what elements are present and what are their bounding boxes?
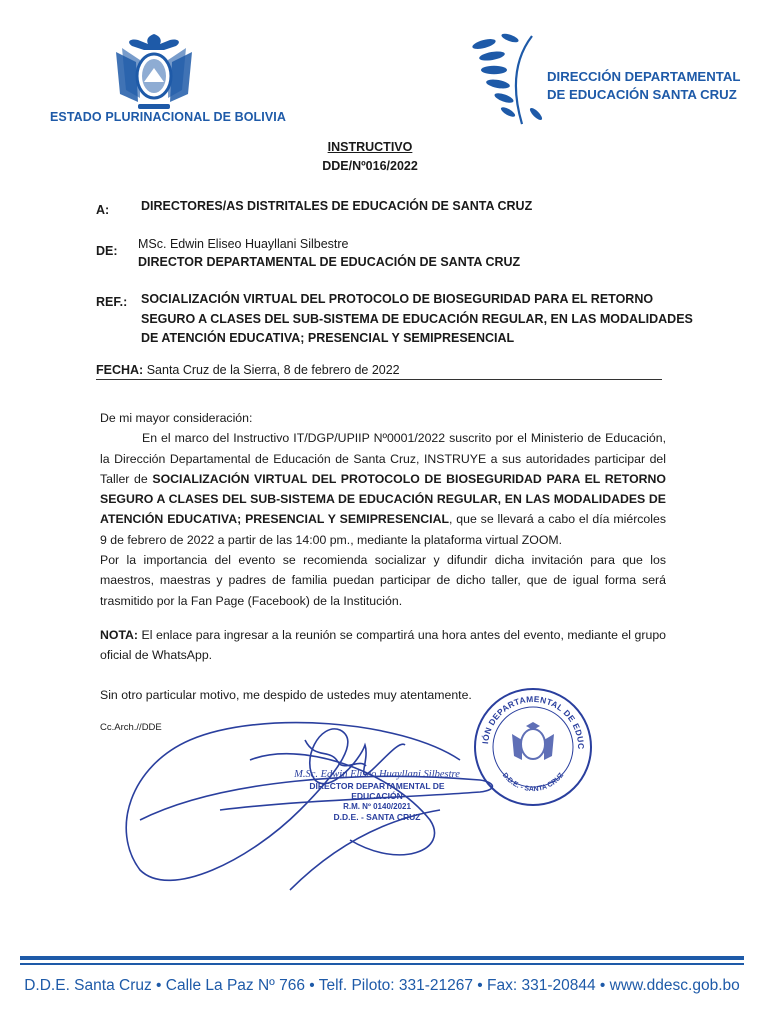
signature-stamp bbox=[292, 770, 462, 823]
ref-line3: DE ATENCIÓN EDUCATIVA; PRESENCIAL Y SEMIPRESENCIAL bbox=[141, 331, 515, 345]
from-name: MSc. Edwin Eliseo Huayllani Silbestre bbox=[138, 237, 349, 251]
footer-divider-thin bbox=[20, 963, 744, 965]
closing: Sin otro particular motivo, me despido de ustedes muy atentamente. bbox=[100, 687, 472, 702]
ref-text bbox=[141, 290, 693, 349]
to-label: A: bbox=[96, 203, 110, 217]
paragraph-1 bbox=[100, 428, 666, 550]
ref-line1: SOCIALIZACIÓN VIRTUAL DEL PROTOCOLO DE BIOSEGURIDAD PARA EL RETORNO bbox=[141, 292, 654, 306]
stamp-position: DIRECTOR DEPARTAMENTAL DE EDUCACIÓN bbox=[309, 780, 445, 801]
from-position: DIRECTOR DEPARTAMENTAL DE EDUCACIÓN DE SANTA CRUZ bbox=[138, 255, 521, 269]
stamp-name: M.Sc. Edwin Eliseo Huayllani Silbestre bbox=[294, 769, 460, 780]
footer-divider-thick bbox=[20, 956, 744, 960]
document-type: INSTRUCTIVO bbox=[327, 140, 413, 154]
leaf-branch-logo-icon bbox=[462, 30, 552, 126]
date-label: FECHA: bbox=[96, 363, 144, 377]
seal-top-text: IÓN DEPARTAMENTAL DE EDUC bbox=[480, 693, 587, 750]
ref-label: REF.: bbox=[96, 295, 128, 309]
department-name bbox=[547, 68, 740, 104]
seal-bottom-text: D.D.E. - SANTA CRUZ bbox=[500, 771, 566, 794]
footer-contact: D.D.E. Santa Cruz • Calle La Paz Nº 766 • Telf. Piloto: 331-21267 • Fax: 331-20844 • www.ddesc.gob.bo bbox=[24, 977, 740, 994]
svg-text:D.D.E. - SANTA CRUZ bbox=[501, 771, 566, 793]
paragraph-1-start: En el marco del Instructivo IT/DGP/UPIIP Nº0001/2022 suscrito por el Ministerio de Educación, la Dirección Departamental de Educación de Santa Cruz, INSTRUYE a sus autoridades participar del Taller de bbox=[100, 431, 666, 486]
document-number: DDE/Nº016/2022 bbox=[322, 159, 418, 173]
ref-line2: SEGURO A CLASES DEL SUB-SISTEMA DE EDUCACIÓN REGULAR, EN LAS MODALIDADES bbox=[141, 311, 693, 326]
paragraph-2: Por la importancia del evento se recomienda socializar y difundir dicha invitación para que los maestros, maestras y padres de familia puedan participar de dicho taller, que de igual forma será trasmitido por la Fan Page (Facebook) de la Institución. bbox=[100, 553, 666, 608]
date-divider bbox=[96, 379, 662, 380]
date-row bbox=[96, 363, 400, 377]
department-name-line2: DE EDUCACIÓN SANTA CRUZ bbox=[547, 87, 737, 102]
note bbox=[100, 625, 666, 666]
date-value: Santa Cruz de la Sierra, 8 de febrero de 2022 bbox=[146, 363, 400, 377]
greeting: De mi mayor consideración: bbox=[100, 411, 253, 425]
svg-text:DIRECCIÓN DEPARTAMENTAL DE EDU bbox=[470, 684, 586, 750]
bolivia-coat-of-arms-icon bbox=[108, 32, 200, 112]
to-value: DIRECTORES/AS DISTRITALES DE EDUCACIÓN DE SANTA CRUZ bbox=[141, 199, 533, 213]
department-name-line1: DIRECCIÓN DEPARTAMENTAL bbox=[547, 69, 741, 84]
from-label: DE: bbox=[96, 244, 118, 258]
paragraph-1-end: , que se llevará a cabo el día miércoles 9 de febrero de 2022 a partir de las 14:00 pm., mediante la plataforma virtual ZOOM. bbox=[100, 512, 666, 547]
state-name: ESTADO PLURINACIONAL DE BOLIVIA bbox=[50, 110, 286, 124]
cc-line: Cc.Arch.//DDE bbox=[100, 722, 162, 733]
note-label: NOTA: bbox=[100, 627, 139, 642]
letter-body bbox=[100, 408, 666, 705]
stamp-place: D.D.E. - SANTA CRUZ bbox=[333, 812, 421, 822]
official-round-seal-icon bbox=[470, 684, 596, 810]
paragraph-1-bold: SOCIALIZACIÓN VIRTUAL DEL PROTOCOLO DE BIOSEGURIDAD PARA EL RETORNO SEGURO A CLASES DEL SUB-SISTEMA DE EDUCACIÓN REGULAR, EN LAS MODALIDADES DE ATENCIÓN EDUCATIVA; PRESENCIAL Y SEMIPRESENCIAL bbox=[100, 471, 666, 527]
stamp-rm: R.M. Nº 0140/2021 bbox=[343, 801, 411, 811]
note-text: El enlace para ingresar a la reunión se compartirá una hora antes del evento, mediante el grupo oficial de WhatsApp. bbox=[100, 627, 666, 663]
